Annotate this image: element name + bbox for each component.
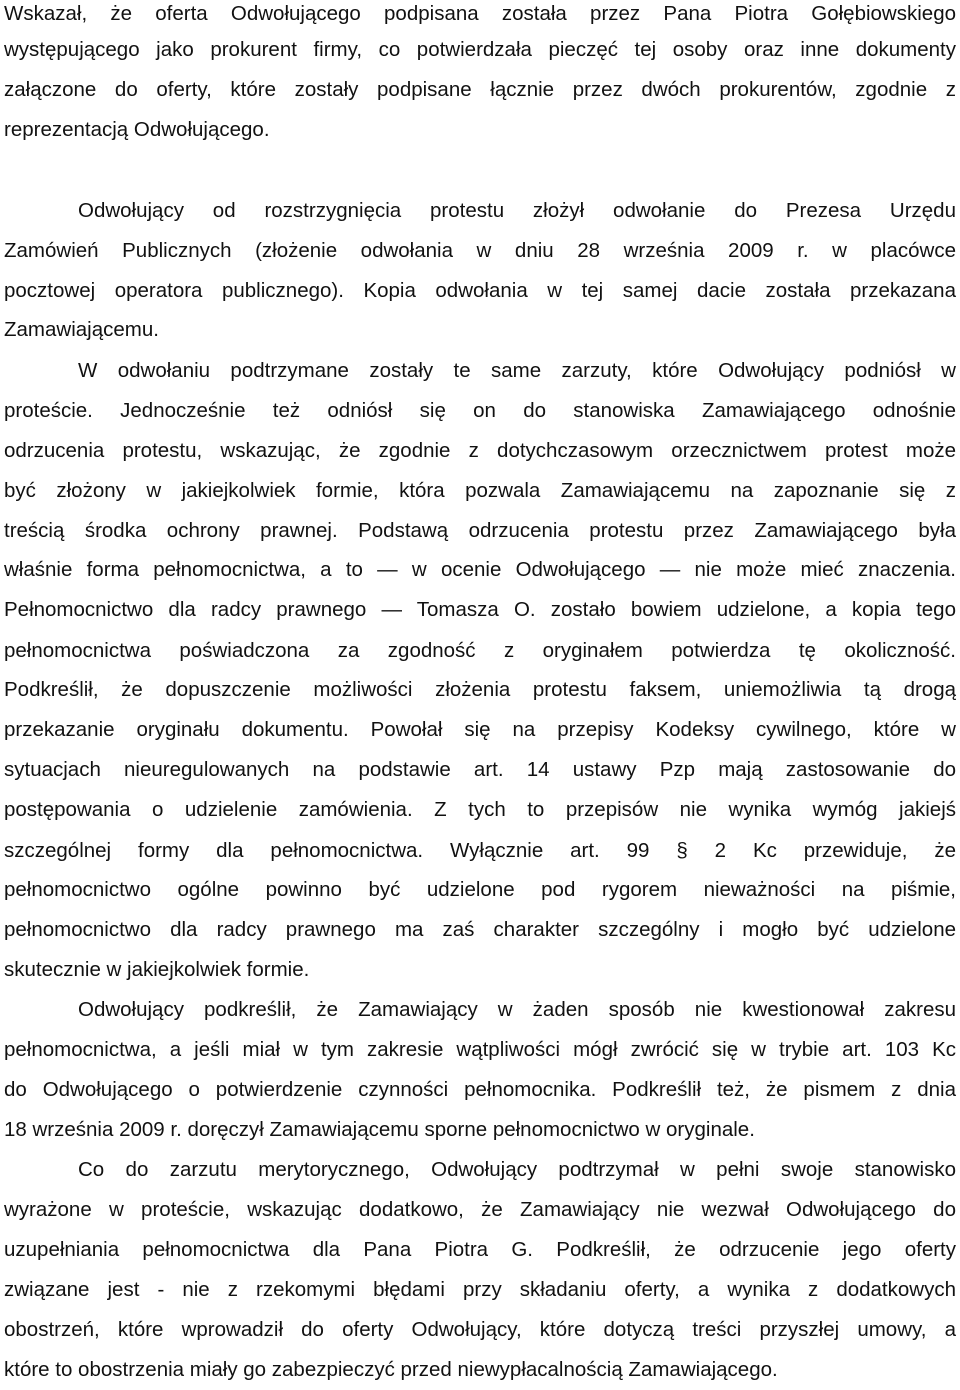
text-line: reprezentacją Odwołującego. bbox=[4, 118, 270, 141]
text-line: do Odwołującego o potwierdzenie czynności pełnomocnika. Podkreślił też, że pismem z dnia bbox=[4, 1078, 956, 1101]
text-line: W odwołaniu podtrzymane zostały te same zarzuty, które Odwołujący podniósł w bbox=[78, 359, 956, 382]
text-line: związane jest - nie z rzekomymi błędami przy składaniu oferty, a wynika z dodatkowych bbox=[4, 1278, 956, 1301]
text-line: proteście. Jednocześnie też odniósł się on do stanowiska Zamawiającego odnośnie bbox=[4, 399, 956, 422]
text-line: występującego jako prokurent firmy, co potwierdzała pieczęć tej osoby oraz inne dokumenty bbox=[4, 38, 956, 61]
text-line: skutecznie w jakiejkolwiek formie. bbox=[4, 958, 310, 981]
text-line: które to obostrzenia miały go zabezpieczyć przed niewypłacalnością Zamawiającego. bbox=[4, 1358, 778, 1381]
text-line: odrzucenia protestu, wskazując, że zgodnie z dotychczasowym orzecznictwem protest może bbox=[4, 439, 956, 462]
text-line: Podkreślił, że dopuszczenie możliwości złożenia protestu faksem, uniemożliwia tą drogą bbox=[4, 678, 956, 701]
text-line: Odwołujący od rozstrzygnięcia protestu złożył odwołanie do Prezesa Urzędu bbox=[78, 199, 956, 222]
text-line: Co do zarzutu merytorycznego, Odwołujący podtrzymał w pełni swoje stanowisko bbox=[78, 1158, 956, 1181]
text-line: pocztowej operatora publicznego). Kopia odwołania w tej samej dacie została przekazana bbox=[4, 279, 956, 302]
text-line: pełnomocnictwo ogólne powinno być udzielone pod rygorem nieważności na piśmie, bbox=[4, 878, 956, 901]
text-line: załączone do oferty, które zostały podpisane łącznie przez dwóch prokurentów, zgodnie z bbox=[4, 78, 956, 101]
text-line: 18 września 2009 r. doręczył Zamawiającemu sporne pełnomocnictwo w oryginale. bbox=[4, 1118, 755, 1141]
text-line: szczególnej formy dla pełnomocnictwa. Wyłącznie art. 99 § 2 Kc przewiduje, że bbox=[4, 839, 956, 862]
text-line: pełnomocnictwa poświadczona za zgodność z oryginałem potwierdza tę okoliczność. bbox=[4, 639, 956, 662]
text-line: pełnomocnictwa, a jeśli miał w tym zakresie wątpliwości mógł zwrócić się w trybie art. 103 Kc bbox=[4, 1038, 956, 1061]
text-line: Zamówień Publicznych (złożenie odwołania w dniu 28 września 2009 r. w placówce bbox=[4, 239, 956, 262]
text-line: sytuacjach nieuregulowanych na podstawie art. 14 ustawy Pzp mają zastosowanie do bbox=[4, 758, 956, 781]
text-line: właśnie forma pełnomocnictwa, a to — w ocenie Odwołującego — nie może mieć znaczenia. bbox=[4, 558, 956, 581]
text-line: treścią środka ochrony prawnej. Podstawą odrzucenia protestu przez Zamawiającego była bbox=[4, 519, 956, 542]
text-line: być złożony w jakiejkolwiek formie, która pozwala Zamawiającemu na zapoznanie się z bbox=[4, 479, 956, 502]
text-line: przekazanie oryginału dokumentu. Powołał się na przepisy Kodeksy cywilnego, które w bbox=[4, 718, 956, 741]
text-line: pełnomocnictwo dla radcy prawnego ma zaś charakter szczególny i mogło być udzielone bbox=[4, 918, 956, 941]
text-line: Wskazał, że oferta Odwołującego podpisana została przez Pana Piotra Gołębiowskiego bbox=[4, 2, 956, 25]
text-line: uzupełniania pełnomocnictwa dla Pana Piotra G. Podkreślił, że odrzucenie jego oferty bbox=[4, 1238, 956, 1261]
text-line: obostrzeń, które wprowadził do oferty Odwołujący, które dotyczą treści przyszłej umowy, a bbox=[4, 1318, 956, 1341]
text-line: Odwołujący podkreślił, że Zamawiający w żaden sposób nie kwestionował zakresu bbox=[78, 998, 956, 1021]
text-line: postępowania o udzielenie zamówienia. Z tych to przepisów nie wynika wymóg jakiejś bbox=[4, 798, 956, 821]
text-line: Pełnomocnictwo dla radcy prawnego — Tomasza O. zostało bowiem udzielone, a kopia tego bbox=[4, 598, 956, 621]
text-line: Zamawiającemu. bbox=[4, 318, 159, 341]
text-line: wyrażone w proteście, wskazując dodatkowo, że Zamawiający nie wezwał Odwołującego do bbox=[4, 1198, 956, 1221]
